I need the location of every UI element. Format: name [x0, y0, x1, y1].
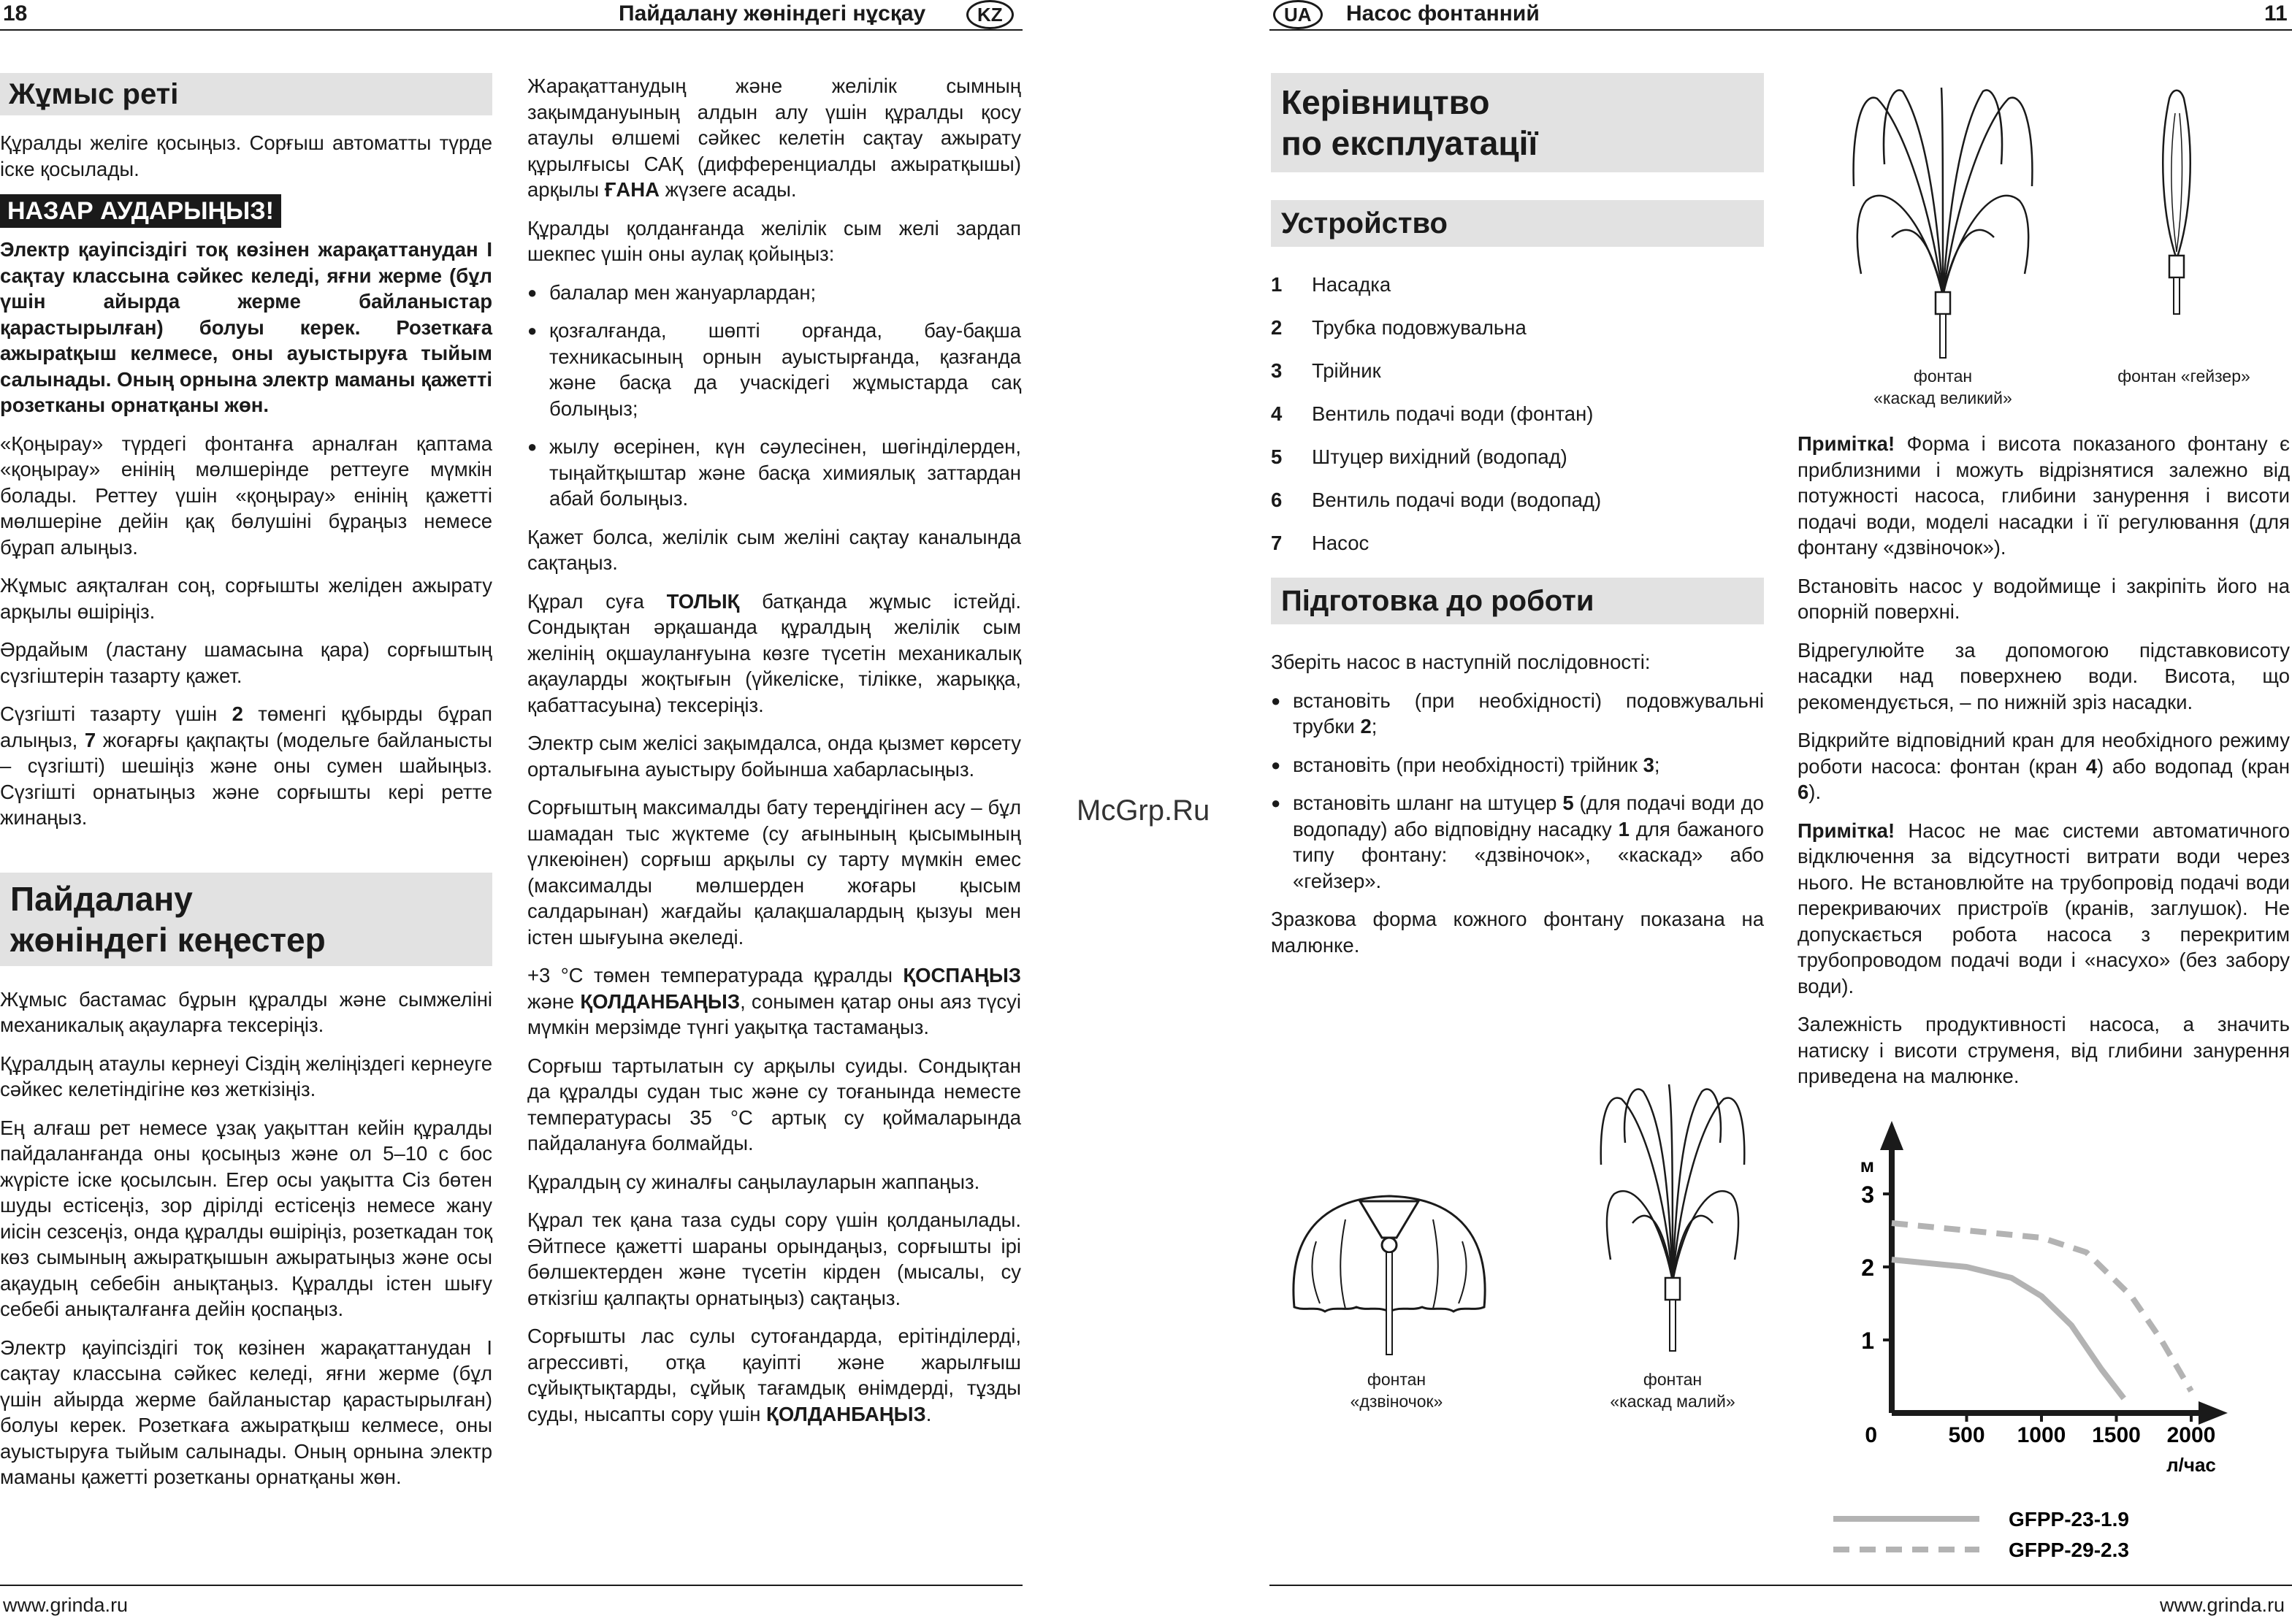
bullet-item: ● жылу өсерінен, күн сәулесінен, шөгінділерден, тыңайтқыштар және басқа химиялық заттардан абай болыңыз.: [527, 434, 1021, 512]
paragraph: Қажет болса, желілік сым желіні сақтау каналында сақтаңыз.: [527, 525, 1021, 574]
series-line-GFPP-23-1.9: [1892, 1260, 2124, 1398]
warning-text: Электр қауіпсіздігі тоқ көзінен жарақаттанудан І сақтау классына сәйкес келеді, яғни жерме (бұл үшін айырда жерме байланыстар қарастырылған) болуы керек. Розеткаға ажырatқыш келмесе, оны ауыстыруға тыйым салынады. Оның орнына электр маманы қажетті розетканы орнатқаны жөн.: [0, 238, 492, 416]
right-column-2: [1798, 431, 2290, 1102]
right-lang-badge: UA: [1273, 0, 1323, 29]
caption-bell: фонтан «дзвіночок»: [1350, 1370, 1443, 1411]
paragraph: Әрдайым (ластану шамасына қара) сорғыштың сүзгіштерін тазарту қажет.: [0, 638, 492, 687]
paragraph: Электр қауіпсіздігі тоқ көзінен жарақаттанудан І сақтау классына сәйкес келеді, яғни жерме (бұл үшін айырда жерме байланыстар қарастырылған) болуы керек. Розеткаға ажыратқыш келмесе, оны ауыстыруға тыйым салынады. Оның орнына электр маманы қажетті розетканы орнатқаны жөн.: [0, 1336, 492, 1488]
paragraph: Ең алғаш рет немесе ұзақ уақыттан кейін құралды пайдаланғанда оны қосыңыз және ол 5–10 с бос жүрісте іске қосылсын. Егер осы уақытта Сіз бөтен шуды естісеңіз, зор дірілді естісеңіз немесе жану иісін сезсеңіз, онда құралды өшіріңіз, розеткадан тоқ көз сымының ажыратқышын ажыратыңыз және осы ақаудың себебін анықтаңыз. Құралды істен шығу себебі анықталғанға дейін қоспаңыз.: [0, 1116, 492, 1320]
bullet-list: [527, 280, 1021, 512]
parts-list: [1271, 272, 1764, 556]
x-axis-label: л/час: [2166, 1454, 2216, 1476]
bullet-item: ● қозғалғанда, шөпті орғанда, бау-бақша техникасының орнын ауыстырғанда, қазғанда және басқа да учаскідегі жұмыстарда сақ болыңыз;: [527, 318, 1021, 421]
left-footer-url[interactable]: www.grinda.ru: [3, 1594, 129, 1616]
section-title-usage-tips: Пайдалану жөніндегі кеңестер: [0, 873, 492, 966]
paragraph: Жұмыс аяқталған соң, сорғышты желіден ажырату арқылы өшіріңіз.: [0, 574, 492, 623]
section-title-work-order: Жұмыс реті: [0, 73, 492, 115]
paragraph: «Қоңырау» түрдегі фонтанға арналған қаптама «қоңырау» енінің мөлшерінде реттеугe мүмкін болады. Реттеу үшін «қоңырау» енінің қажетті мөлшеріне дейін қақ бөлушіні бұраңыз немесе бұрап алыңыз.: [0, 432, 492, 559]
parts-item: 1 Насадка: [1271, 273, 1391, 296]
paragraph: Жұмыс бастамас бұрын құралды және сымжелiнi механикалық ақауларға тексеріңіз.: [0, 987, 492, 1036]
parts-item: 3 Трійник: [1271, 359, 1381, 382]
warning-label: НАЗАР АУДАРЫҢЫЗ!: [0, 194, 281, 228]
legend-label: GFPP-29-2.3: [2009, 1539, 2129, 1561]
paragraph: Зберіть насос в наступній послідовності:: [1271, 651, 1651, 673]
y-tick-label: 3: [1861, 1181, 1874, 1208]
paragraph: Відкрийте відповідний кран для необхідного режиму роботи насоса: фонтан (кран 4) або водопад (кран 6).: [1798, 729, 2291, 803]
paragraph: Зразкова форма кожного фонтану показана на малюнке.: [1271, 908, 1764, 957]
pump-performance-chart: [1826, 1121, 2216, 1561]
y-axis-arrow: [1880, 1121, 1903, 1150]
paragraph: Электр сым желісі зақымдалса, онда қызмет көрсету орталығына ауыстыру бойынша хабарласыңыз.: [527, 732, 1021, 781]
bullet-item: ● балалар мен жануарлардан;: [527, 280, 1021, 306]
bell-fountain-illustration: [1287, 1139, 1491, 1358]
parts-item: 5 Штуцер вихідний (водопад): [1271, 445, 1567, 468]
caption-small-cascade: фонтан «каскад малий»: [1610, 1370, 1735, 1411]
left-footer-rule: [0, 1585, 1023, 1586]
note-paragraph: Примітка! Насос не має системи автоматичного відключення за відсутності витрати води через нього. Не встановлюйте на трубопровід подачі води перекриваючих пристроїв (кранів, заглушок). Не допускається робота насоса з перекритим трубопроводом подачі води і «насухо» (без забору води).: [1798, 819, 2290, 997]
y-axis-label: м: [1860, 1154, 1874, 1176]
paragraph: Құрал тек қана таза суды сору үшін қолданылады. Әйтпесе қажетті шараны орындаңыз, сорғышты ірі бөлшектерден және түсетін кірден (мысалы, су өткізгіш қалпақты орнатыңыз) сақтаңыз.: [527, 1209, 1021, 1309]
series-line-GFPP-29-2.3: [1892, 1223, 2191, 1391]
y-tick-label: 1: [1861, 1328, 1874, 1354]
right-header-title: Насос фонтанний: [1346, 1, 1540, 26]
paragraph: Құрал суға ТОЛЫҚ батқанда жұмыс істейді. Сондықтан әрқашанда құралдың желілік сым желінің оқшауланғуына көзге түсетін механикалық ақауларды жоқтығын (үйкеліске, тілікке, жарыққа, қабаттасуына) тексеріңіз.: [527, 589, 1021, 716]
paragraph: Сорғыштың максималды бату тереңдігінен асу – бұл шамадан тыс жүктеме (су ағынының қысымының үлкеюінен) сорғыш арқылы су тарту мүмкін емес (максималды мөлшерден жоғары қысым салдарынан) жағдайы қалақшалардың қызуы мен істен шығуына әкеледі.: [527, 796, 1021, 949]
y-tick-label: 2: [1861, 1255, 1874, 1281]
bullet-item: ● встановіть шланг на штуцер 5 (для подачі води до водопаду) або відповідну насадку 1 для бажаного типу фонтану: «дзвіночок», «каскад» або «гейзер».: [1271, 790, 1764, 894]
paragraph: Құралды желіге қосыңыз. Сорғыш автоматты түрде іске қосылады.: [0, 131, 492, 180]
bullet-item: ● встановіть (при необхідності) подовжувальні трубки 2;: [1271, 688, 1764, 740]
left-header-rule: [0, 29, 1023, 31]
large-cascade-illustration: [1848, 84, 2038, 361]
x-axis-arrow: [2199, 1401, 2228, 1425]
right-footer-rule: [1269, 1585, 2292, 1586]
parts-item: 7 Насос: [1271, 532, 1370, 554]
parts-item: 4 Вентиль подачі води (фонтан): [1271, 402, 1594, 425]
paragraph: Құралдың су жиналғы саңылауларын жаппаңыз.: [527, 1170, 980, 1193]
paragraph: Құралды қолданғанда желілік сым желі зардап шекпес үшін оны аулақ қойыңыз:: [527, 216, 1021, 265]
bullet-list: [1271, 688, 1764, 895]
left-column-1: [0, 73, 492, 1503]
watermark: McGrp.Ru: [1077, 794, 1210, 827]
caption-large-cascade: фонтан «каскад великий»: [1873, 367, 2012, 407]
paragraph: Сорғышты лас сулы сутоғандарда, ерітінділерді, агрессивті, отқа қауіпті және жарылғыш сұйықтықтарды, сұйық тағамдық өнімдерді, тұзды суды, нысапты сору үшін ҚОЛДАНБАҢЫЗ.: [527, 1325, 1021, 1425]
parts-item: 2 Трубка подовжувальна: [1271, 316, 1527, 339]
left-column-2: [527, 73, 1021, 1439]
x-tick-label: 2000: [2166, 1423, 2216, 1447]
geyser-illustration: [2147, 84, 2206, 318]
small-cascade-illustration: [1592, 1077, 1753, 1355]
paragraph: Жарақаттанудың және желілік сымның зақымдануының алдын алу үшін құралды қосу атаулы өлшемі сәйкес келетін сақтау ажырату құрылғысы САҚ (дифференциалды ажыратқышы) арқылы ҒАНА жүзеге асады.: [527, 74, 1021, 201]
section-title-device: Устройство: [1271, 200, 1764, 247]
caption-geyser: фонтан «гейзер»: [2117, 367, 2250, 386]
paragraph: Құралдың атаулы кернеуі Сіздің желіңіздегі кернеуге сәйкес келетіндігіне көз жеткізіңіз.: [0, 1052, 492, 1100]
x-tick-label: 500: [1948, 1423, 1985, 1447]
right-page-number: 11: [2264, 1, 2288, 26]
paragraph: Встановіть насос у водоймище і закріпіть його на опорній поверхні.: [1798, 574, 2290, 623]
paragraph: +3 °С төмен температурада құралды ҚОСПАҢЫЗ және ҚОЛДАНБАҢЫЗ, сонымен қатар оны аяз түсуі мүмкін мерзімде түнгі уақытқа тастамаңыз.: [527, 964, 1021, 1038]
parts-item: 6 Вентиль подачі води (водопад): [1271, 489, 1602, 511]
section-title-preparation: Підготовка до роботи: [1271, 578, 1764, 624]
manual-title: Керівництво по експлуатації: [1271, 73, 1764, 172]
bullet-item: ● встановіть (при необхідності) трійник 3;: [1271, 752, 1764, 778]
paragraph: Залежність продуктивності насоса, а значить натиску і висоти струменя, від глибини занурення приведена на малюнке.: [1798, 1013, 2290, 1087]
left-page-number: 18: [3, 1, 28, 26]
x-tick-label: 0: [1865, 1423, 1877, 1447]
right-footer-url[interactable]: www.grinda.ru: [2160, 1594, 2285, 1616]
paragraph: Відрегулюйте за допомогою підставковисоту насадки над поверхнею води. Висота, що рекомендується, – по нижній зріз насадки.: [1798, 638, 2290, 713]
note-paragraph: Примітка! Форма і висота показаного фонтану є приблизними і можуть відрізнятися залежно від потужності насоса, глибини занурення і висоти подачі води, моделі насадки і її регулювання (для фонтану «дзвіночок»).: [1798, 432, 2290, 559]
left-lang-badge: KZ: [966, 0, 1014, 29]
right-header-rule: [1269, 29, 2292, 31]
x-tick-label: 1000: [2017, 1423, 2066, 1447]
right-column-1: [1271, 73, 1764, 970]
left-header-title: Пайдалану жөніндегі нұсқау: [619, 1, 926, 26]
legend-label: GFPP-23-1.9: [2009, 1508, 2129, 1531]
x-tick-label: 1500: [2092, 1423, 2141, 1447]
paragraph: Сүзгішті тазарту үшін 2 төменгі құбырды бұрап алыңыз, 7 жоғарғы қақпақты (модельге байланысты – сүзгішті) шешіңіз және оны сумен шайыңыз. Сүзгішті орнатыңыз және сорғышты кері ретте жинаңыз.: [0, 702, 492, 829]
paragraph: Сорғыш тартылатын су арқылы суиды. Сондықтан да құралды судан тыс және су тоғанында неместе температурасы 35 °С артық су қоймаларында пайдалануға болмайды.: [527, 1054, 1021, 1154]
